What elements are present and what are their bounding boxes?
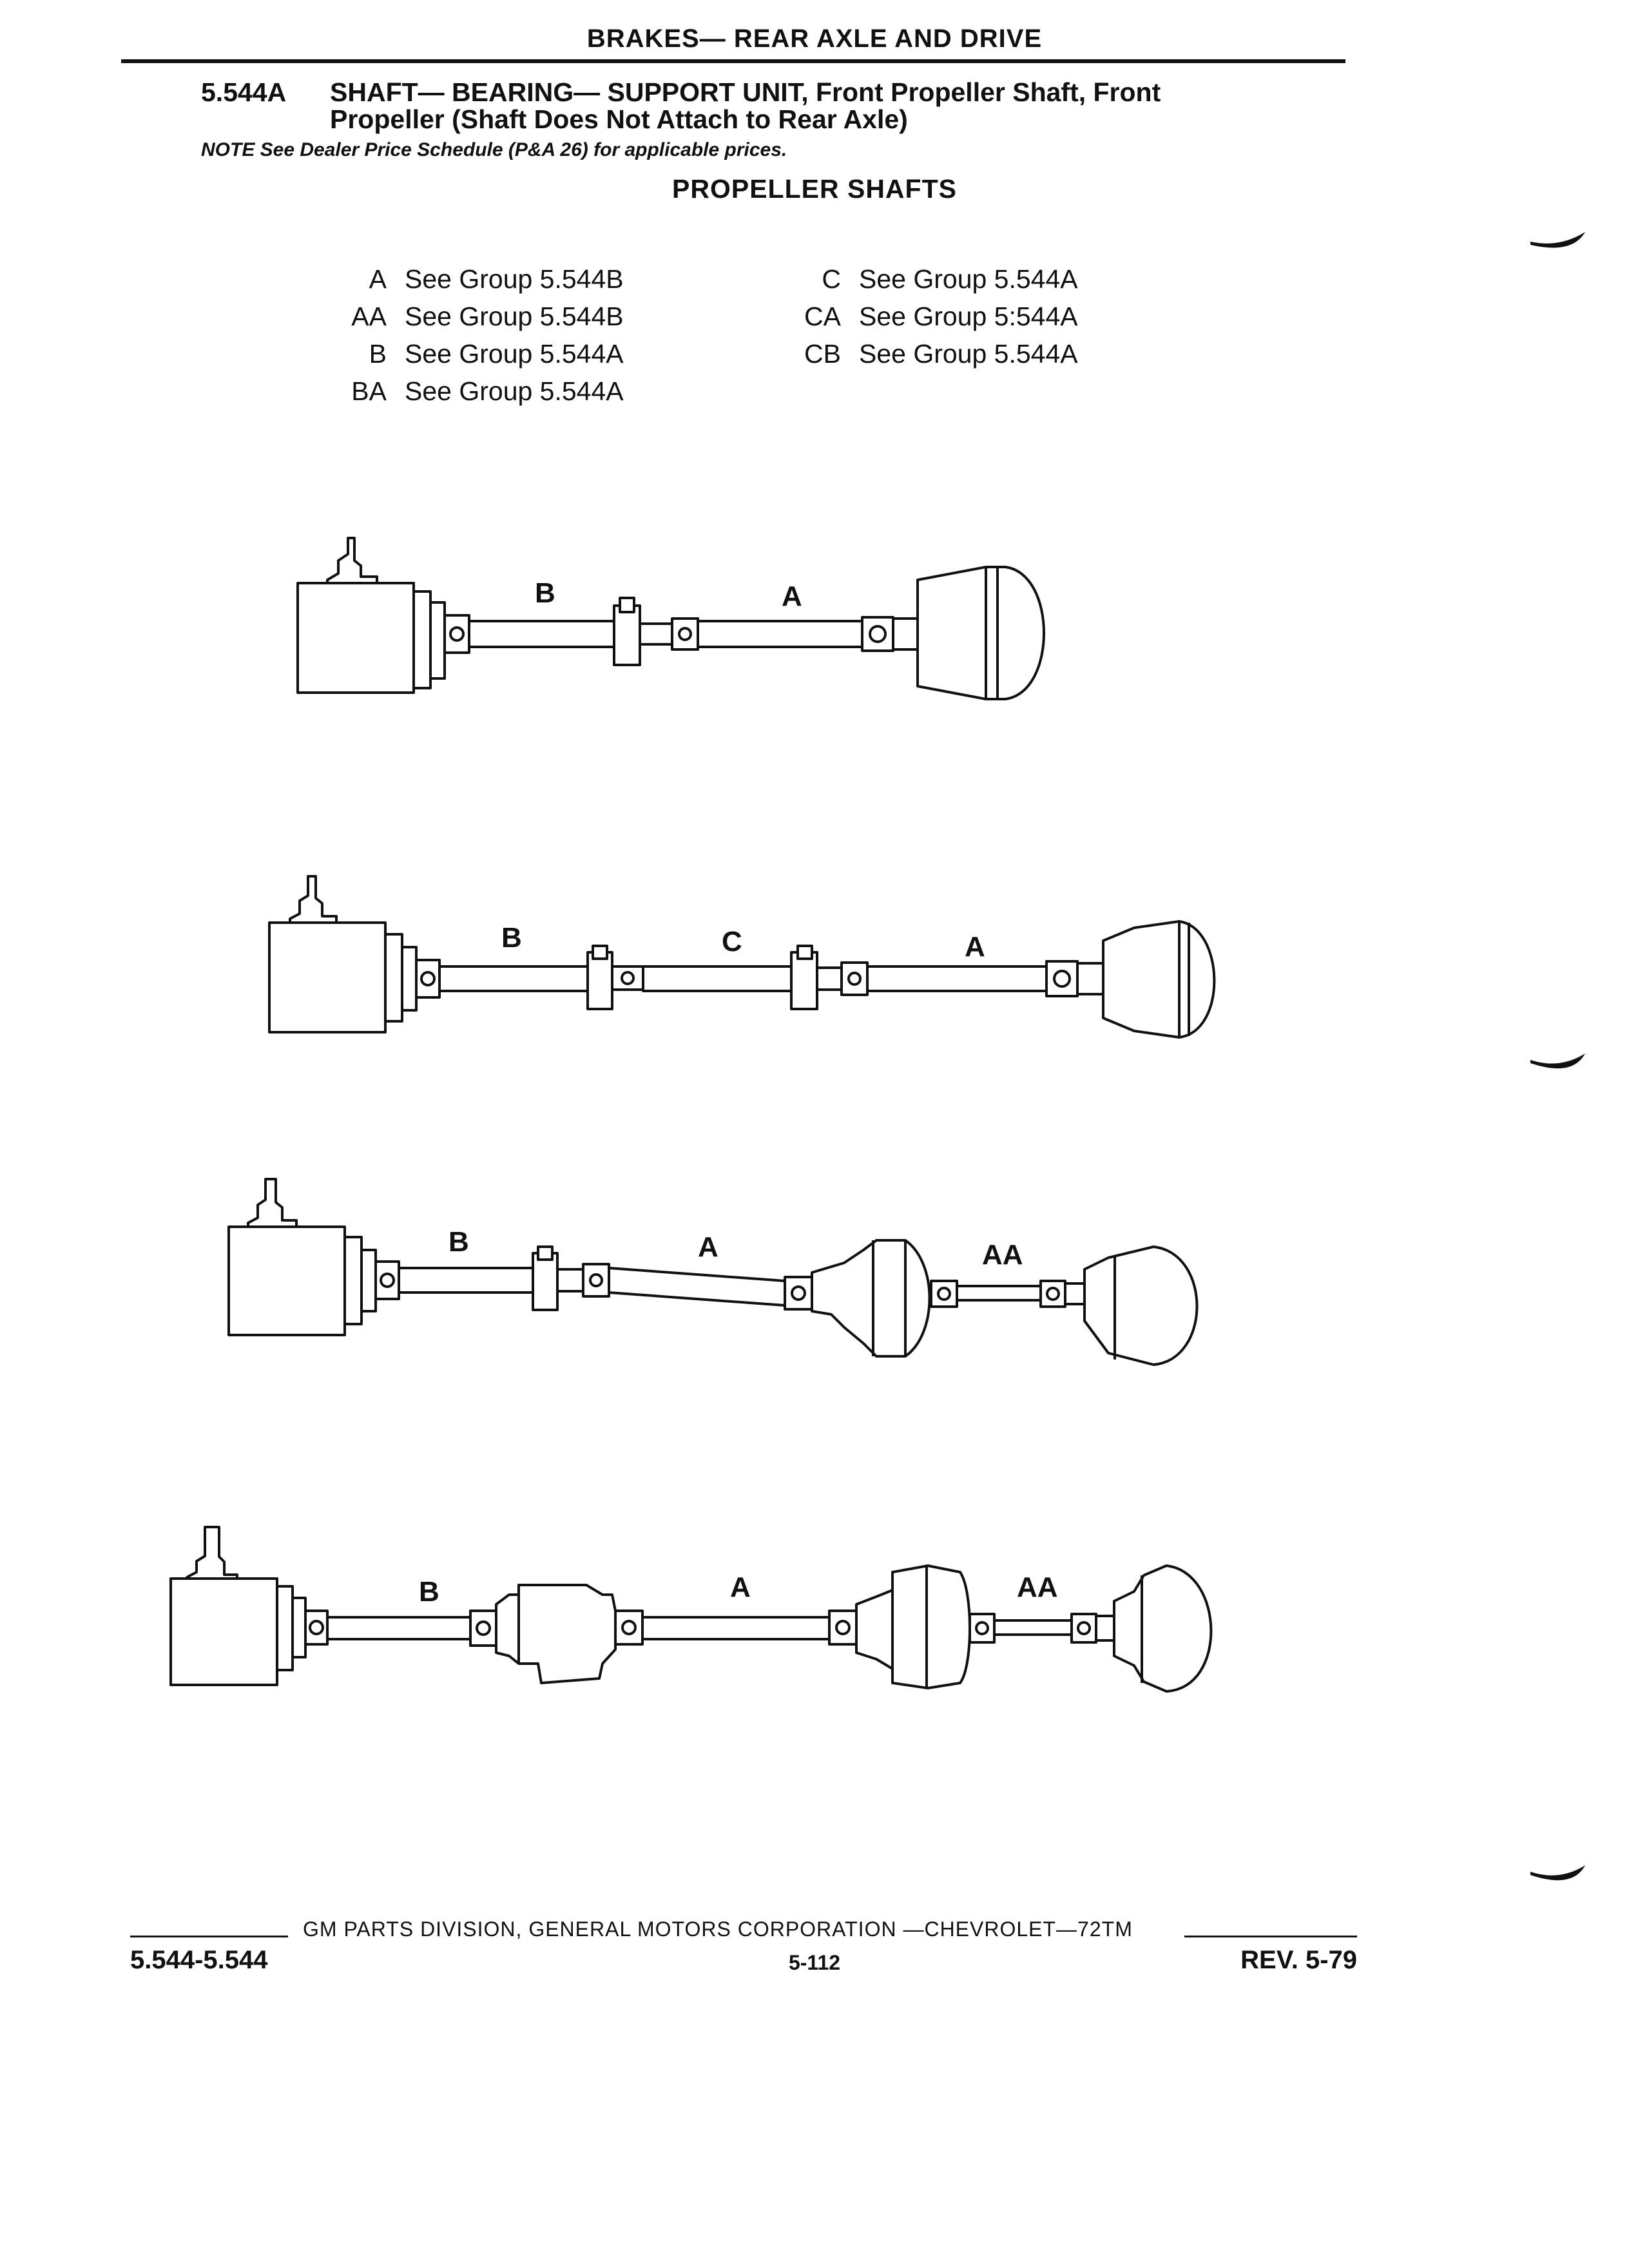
reference-text: See Group 5.544A [859, 264, 1078, 294]
shaft-label-b: B [501, 922, 522, 954]
reference-code: CA [804, 302, 841, 331]
diagram-3 [229, 1179, 1197, 1365]
reference-text: See Group 5:544A [859, 302, 1078, 331]
front-axle [862, 567, 1044, 699]
shaft-label-a: A [730, 1571, 751, 1603]
section-title-line2: Propeller (Shaft Does Not Attach to Rear Axle) [330, 104, 908, 134]
center-bearing-2 [791, 946, 867, 1009]
shaft-label-b: B [419, 1576, 439, 1608]
reference-code: AA [351, 302, 387, 331]
transmission [171, 1527, 327, 1685]
diagram-1 [298, 538, 1044, 699]
shaft-label-c: C [722, 926, 742, 957]
front-axle [1041, 1247, 1197, 1365]
center-bearing [533, 1247, 609, 1310]
reference-text: See Group 5.544B [405, 264, 624, 294]
diagram-2 [269, 876, 1214, 1037]
footer-revision: REV. 5-79 [1240, 1946, 1357, 1974]
transmission [298, 538, 469, 693]
propeller-shaft-a [698, 621, 862, 647]
propeller-shaft-aa [957, 1286, 1041, 1300]
transmission [229, 1179, 399, 1335]
reference-code: A [369, 264, 387, 294]
footer-rule-left [130, 1936, 288, 1937]
propeller-shaft-b [399, 1268, 533, 1293]
transmission [269, 876, 439, 1032]
front-axle [1072, 1566, 1211, 1691]
page-header-title: BRAKES— REAR AXLE AND DRIVE [586, 24, 1043, 53]
reference-code: CB [804, 339, 841, 369]
center-bearing [614, 598, 698, 665]
propeller-shaft-b [327, 1617, 470, 1639]
shaft-label-aa: AA [982, 1239, 1023, 1271]
shaft-label-aa: AA [1017, 1571, 1058, 1603]
diagram-4 [171, 1527, 1211, 1691]
shaft-label-b: B [535, 577, 555, 609]
shaft-label-b: B [448, 1226, 469, 1258]
shaft-label-a: A [698, 1231, 718, 1263]
shaft-label-a: A [782, 581, 802, 612]
reference-code: BA [351, 376, 387, 406]
footer-page-number: 5-112 [788, 1951, 841, 1974]
footer-rule-right [1184, 1936, 1357, 1937]
reference-code: B [369, 339, 387, 369]
center-bearing-1 [588, 946, 643, 1009]
reference-code: C [822, 264, 841, 294]
section-heading: PROPELLER SHAFTS [672, 174, 957, 204]
scan-margin-marks [1530, 232, 1585, 1880]
section-number: 5.544A [201, 77, 287, 107]
section-title-line1: SHAFT— BEARING— SUPPORT UNIT, Front Propeller Shaft, Front [330, 77, 1161, 107]
reference-text: See Group 5.544A [859, 339, 1078, 369]
propeller-shaft-b [439, 966, 588, 991]
front-axle [1046, 921, 1214, 1037]
propeller-shaft-c [643, 966, 791, 991]
price-note: NOTE See Dealer Price Schedule (P&A 26) for applicable prices. [201, 139, 787, 160]
footer-group-range: 5.544-5.544 [130, 1946, 268, 1974]
propeller-shaft-a [642, 1617, 829, 1639]
intermediate-axle [829, 1566, 994, 1688]
transfer-case [470, 1585, 642, 1683]
propeller-shaft-b [469, 621, 614, 647]
propeller-shaft-aa [994, 1620, 1072, 1635]
propeller-shaft-a [867, 966, 1046, 991]
intermediate-axle [785, 1240, 957, 1356]
footer-corporation: GM PARTS DIVISION, GENERAL MOTORS CORPORATION —CHEVROLET—72TM [303, 1917, 1133, 1941]
propeller-shaft-a [609, 1268, 785, 1305]
reference-text: See Group 5.544A [405, 339, 624, 369]
reference-text: See Group 5.544B [405, 302, 624, 331]
reference-text: See Group 5.544A [405, 376, 624, 406]
shaft-label-a: A [965, 931, 985, 963]
